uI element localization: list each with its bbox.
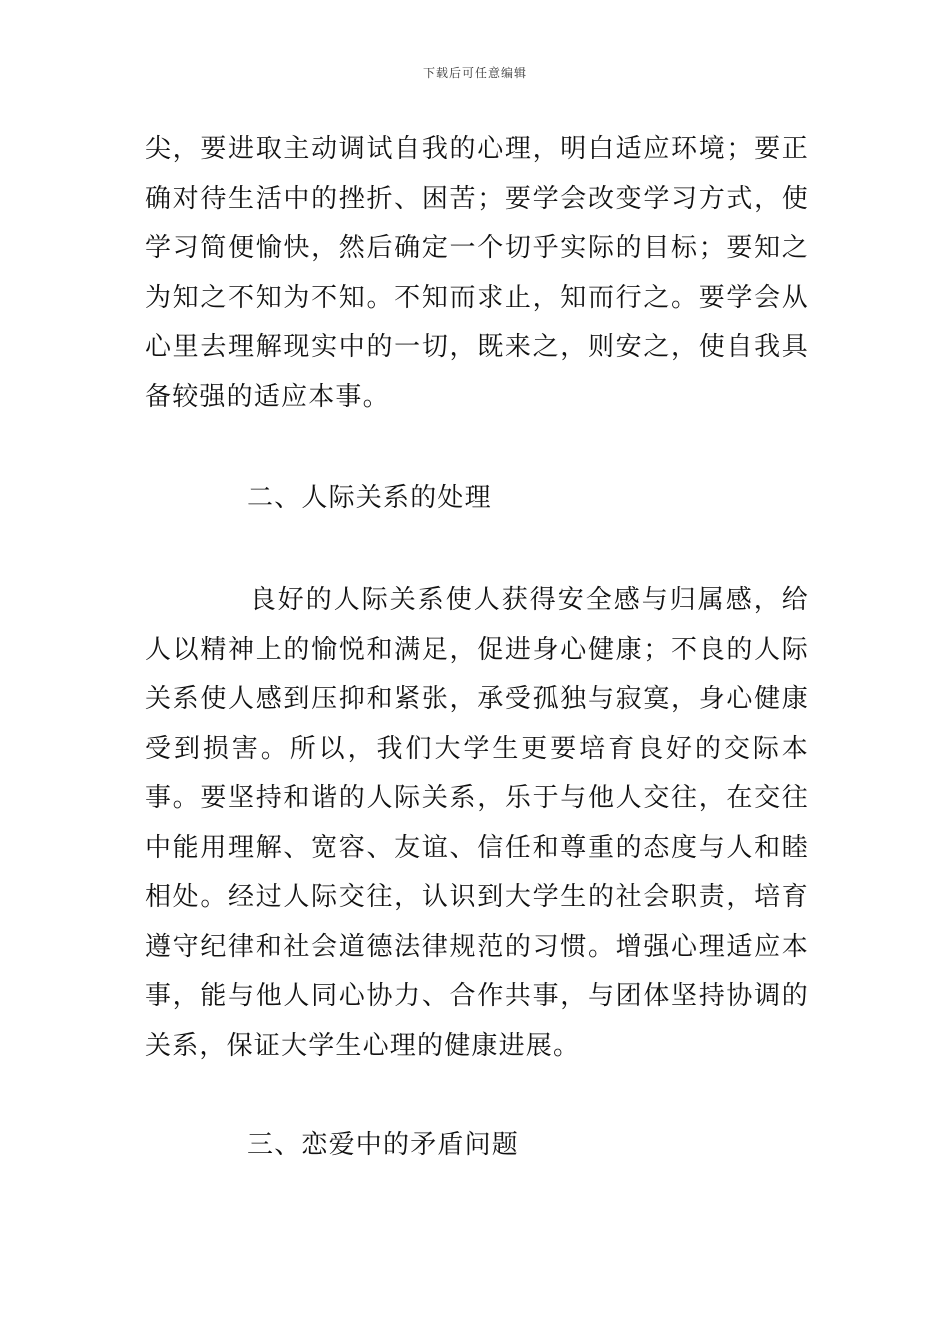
paragraph-continued: 尖，要进取主动调试自我的心理，明白适应环境；要正确对待生活中的挫折、困苦；要学会改变学习方式，使学习简便愉快，然后确定一个切乎实际的目标；要知之为知之不知为不知。不知而求止，知而行之。要学会从心里去理解现实中的一切，既来之，则安之，使自我具备较强的适应本事。 (145, 134, 809, 412)
section-heading-3: 三、恋爱中的矛盾问题 (247, 1130, 520, 1160)
paragraph-interpersonal (145, 576, 809, 1071)
paragraph-interpersonal-text: 良好的人际关系使人获得安全感与归属感，给人以精神上的愉悦和满足，促进身心健康；不良的人际关系使人感到压抑和紧张，承受孤独与寂寞，身心健康受到损害。所以，我们大学生更要培育良好的交际本事。要坚持和谐的人际关系，乐于与他人交往，在交往中能用理解、宽容、友谊、信任和尊重的态度与人和睦相处。经过人际交往，认识到大学生的社会职责，培育遵守纪律和社会道德法律规范的习惯。增强心理适应本事，能与他人同心协力、合作共事，与团体坚持协调的关系，保证大学生心理的健康进展。 (145, 585, 809, 1061)
page-header: 下载后可任意编辑 (422, 66, 527, 80)
section-heading-2: 二、人际关系的处理 (247, 483, 492, 513)
